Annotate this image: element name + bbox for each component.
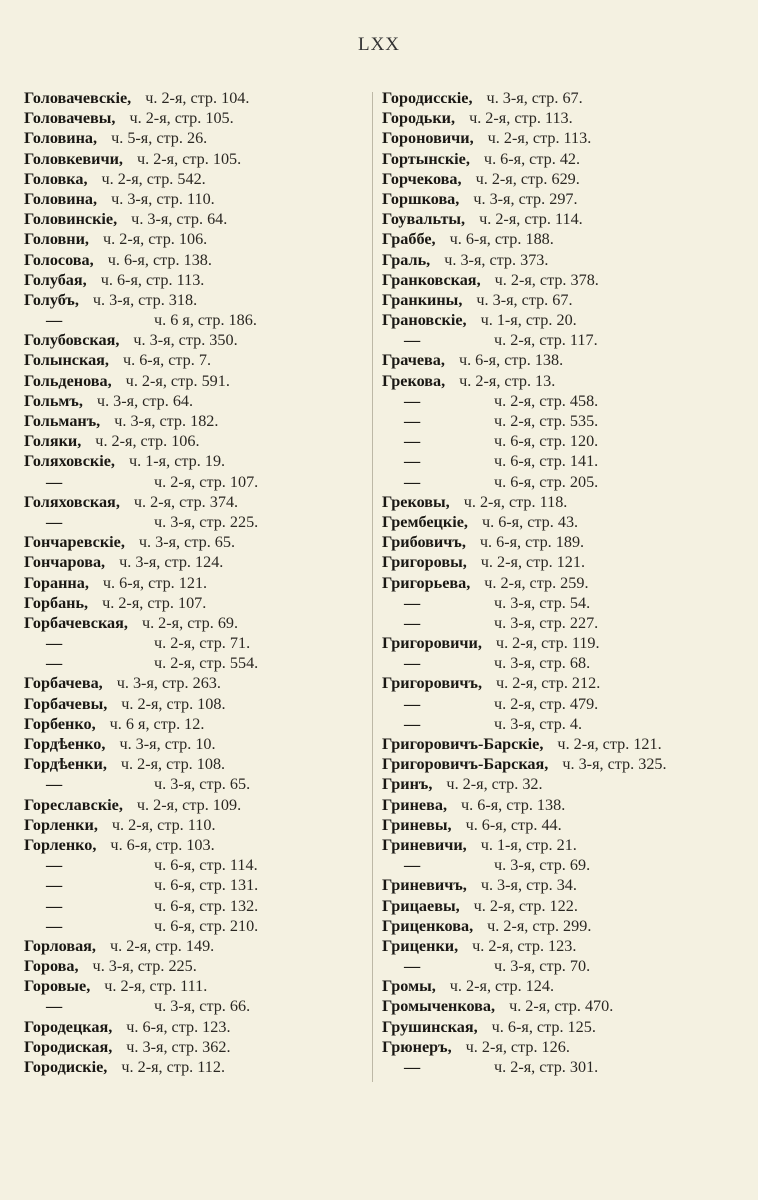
index-entry xyxy=(24,411,364,431)
entry-name: Грушинская, xyxy=(382,1017,478,1036)
entry-reference: ч. 2-я, стр. 112. xyxy=(121,1058,225,1076)
entry-reference: ч. 2-я, стр. 121. xyxy=(557,735,662,753)
entry-name: Гриневы, xyxy=(382,815,452,834)
index-entry xyxy=(24,936,364,956)
index-entry xyxy=(24,815,364,835)
index-entry xyxy=(382,996,752,1016)
entry-name: Граббе, xyxy=(382,230,436,249)
entry-reference: ч. 3-я, стр. 124. xyxy=(119,553,224,572)
index-entry xyxy=(24,855,364,875)
entry-name: Гриневичъ, xyxy=(382,876,467,895)
entry-reference: ч. 2-я, стр. 109. xyxy=(136,795,242,814)
index-entry xyxy=(24,552,364,572)
index-entry xyxy=(382,128,752,148)
entry-name: Голосова, xyxy=(24,250,94,269)
index-entry xyxy=(24,795,364,815)
index-entry xyxy=(382,371,752,391)
index-entry xyxy=(24,573,364,593)
entry-reference: ч. 3-я, стр. 67. xyxy=(476,290,573,309)
index-entry xyxy=(382,451,752,471)
entry-name: Грюнеръ, xyxy=(382,1037,452,1056)
entry-reference: ч. 3-я, стр. 34. xyxy=(480,876,577,895)
entry-reference: ч. 6-я, стр. 210. xyxy=(154,916,259,935)
entry-reference: ч. 1-я, стр. 20. xyxy=(480,311,577,330)
index-entry xyxy=(382,815,752,835)
entry-reference: ч. 6-я, стр. 121. xyxy=(102,573,208,592)
index-entry xyxy=(24,835,364,855)
entry-reference: ч. 2-я, стр. 629. xyxy=(475,169,580,188)
entry-name: Гортынскіе, xyxy=(382,149,470,168)
index-entry xyxy=(24,673,364,693)
entry-name: Гончарова, xyxy=(24,553,106,572)
entry-name: Григоровичъ-Барская, xyxy=(382,755,549,774)
ditto-dash: — xyxy=(404,957,421,976)
entry-reference: ч. 2-я, стр. 470. xyxy=(509,997,614,1016)
index-entry xyxy=(382,88,752,108)
entry-reference: ч. 2-я, стр. 299. xyxy=(487,916,592,935)
entry-reference: ч. 2-я, стр. 479. xyxy=(494,694,599,713)
entry-reference: ч. 2-я, стр. 113. xyxy=(469,109,573,128)
index-entry xyxy=(382,431,752,451)
index-entry xyxy=(382,673,752,693)
entry-name: Григорьева, xyxy=(382,573,471,592)
entry-reference: ч. 3-я, стр. 182. xyxy=(114,412,219,430)
entry-name: Грачева, xyxy=(382,351,445,370)
entry-reference: ч. 2-я, стр. 71. xyxy=(154,634,251,653)
ditto-dash: — xyxy=(404,432,421,451)
entry-reference: ч. 6 я, стр. 186. xyxy=(154,311,257,330)
entry-name: Гольмъ, xyxy=(24,391,83,410)
entry-reference: ч. 2-я, стр. 107. xyxy=(102,593,207,612)
index-entry xyxy=(382,835,752,855)
entry-name: Горбань, xyxy=(24,593,89,612)
index-entry xyxy=(382,1017,752,1037)
entry-reference: ч. 6-я, стр. 103. xyxy=(110,835,215,854)
column-divider xyxy=(372,92,373,1082)
index-entry xyxy=(24,391,364,411)
entry-reference: ч. 6-я, стр. 125. xyxy=(491,1017,596,1036)
entry-reference: ч. 3-я, стр. 318. xyxy=(92,290,198,309)
index-entry xyxy=(382,149,752,169)
entry-name: Грембецкіе, xyxy=(382,512,468,531)
index-entry xyxy=(382,189,752,209)
entry-name: Горова, xyxy=(24,957,79,976)
entry-name: Головни, xyxy=(24,230,89,249)
index-entry xyxy=(382,310,752,330)
index-entry xyxy=(24,371,364,391)
entry-name: Голубъ, xyxy=(24,290,79,309)
index-column-right xyxy=(382,88,752,1077)
index-entry xyxy=(24,310,364,330)
entry-reference: ч. 2-я, стр. 259. xyxy=(484,573,589,592)
index-entry xyxy=(382,330,752,350)
entry-reference: ч. 3-я, стр. 362. xyxy=(126,1037,231,1056)
entry-reference: ч. 3-я, стр. 10. xyxy=(119,735,216,753)
entry-reference: ч. 3-я, стр. 65. xyxy=(154,775,251,794)
entry-reference: ч. 6-я, стр. 189. xyxy=(479,533,585,552)
index-entry xyxy=(24,774,364,794)
index-entry xyxy=(382,653,752,673)
entry-name: Гриценкова, xyxy=(382,916,474,935)
entry-reference: ч. 3-я, стр. 350. xyxy=(133,331,238,350)
entry-name: Гольденова, xyxy=(24,371,112,390)
index-entry xyxy=(24,532,364,552)
entry-name: Голяки, xyxy=(24,432,82,451)
entry-name: Гринева, xyxy=(382,795,448,814)
index-entry xyxy=(382,391,752,411)
index-entry xyxy=(382,250,752,270)
entry-reference: ч. 3-я, стр. 225. xyxy=(154,512,259,531)
index-entry xyxy=(382,855,752,875)
entry-name: Грековы, xyxy=(382,492,450,511)
entry-name: Городиская, xyxy=(24,1037,113,1056)
entry-name: Грановскіе, xyxy=(382,311,467,330)
index-entry xyxy=(382,290,752,310)
page-number: LXX xyxy=(357,34,401,55)
index-entry xyxy=(24,896,364,916)
entry-reference: ч. 5-я, стр. 26. xyxy=(111,129,208,148)
entry-name: Григоровичъ, xyxy=(382,674,483,693)
entry-reference: ч. 2-я, стр. 118. xyxy=(463,492,568,511)
index-entry xyxy=(382,492,752,512)
index-entry xyxy=(382,552,752,572)
entry-name: Громы, xyxy=(382,977,436,996)
entry-reference: ч. 3-я, стр. 66. xyxy=(154,997,251,1016)
index-entry xyxy=(24,350,364,370)
entry-name: Граль, xyxy=(382,250,431,269)
entry-reference: ч. 6-я, стр. 138. xyxy=(107,250,212,269)
entry-reference: ч. 6-я, стр. 43. xyxy=(481,512,579,531)
entry-name: Головачевскіе, xyxy=(24,89,132,107)
entry-name: Горловая, xyxy=(24,936,96,955)
index-entry xyxy=(382,573,752,593)
entry-name: Горбачева, xyxy=(24,674,103,693)
index-entry xyxy=(382,613,752,633)
entry-name: Грекова, xyxy=(382,371,446,390)
entry-reference: ч. 6-я, стр. 7. xyxy=(122,351,212,370)
entry-reference: ч. 6-я, стр. 42. xyxy=(483,149,581,168)
entry-reference: ч. 6-я, стр. 120. xyxy=(494,432,599,451)
index-entry xyxy=(382,1037,752,1057)
entry-reference: ч. 2-я, стр. 113. xyxy=(487,129,592,148)
entry-name: Горбачевы, xyxy=(24,694,108,713)
entry-reference: ч. 2-я, стр. 114. xyxy=(479,210,583,229)
entry-reference: ч. 2-я, стр. 13. xyxy=(459,371,556,390)
index-entry xyxy=(382,350,752,370)
entry-reference: ч. 3-я, стр. 263. xyxy=(116,674,221,693)
index-entry xyxy=(24,976,364,996)
entry-name: Грибовичъ, xyxy=(382,533,466,552)
entry-reference: ч. 3-я, стр. 70. xyxy=(494,957,591,976)
entry-name: Горанна, xyxy=(24,573,89,592)
index-entry xyxy=(382,916,752,936)
index-entry xyxy=(24,209,364,229)
index-entry xyxy=(24,108,364,128)
entry-reference: ч. 2-я, стр. 105. xyxy=(136,149,242,168)
ditto-dash: — xyxy=(404,472,421,491)
index-entry xyxy=(24,956,364,976)
index-column-left xyxy=(24,88,364,1077)
entry-reference: ч. 3-я, стр. 227. xyxy=(494,613,599,632)
entry-reference: ч. 2-я, стр. 591. xyxy=(125,371,230,390)
entry-name: Головкевичи, xyxy=(24,149,123,168)
entry-reference: ч. 2-я, стр. 121. xyxy=(480,553,586,572)
ditto-dash: — xyxy=(404,654,421,673)
index-entry xyxy=(24,613,364,633)
index-entry xyxy=(24,996,364,1016)
ditto-dash: — xyxy=(46,654,63,673)
ditto-dash: — xyxy=(46,916,63,935)
entry-reference: ч. 6-я, стр. 123. xyxy=(126,1017,231,1036)
entry-reference: ч. 6-я, стр. 205. xyxy=(494,472,599,491)
entry-name: Грицаевы, xyxy=(382,896,460,915)
entry-name: Головина, xyxy=(24,189,98,208)
entry-reference: ч. 2-я, стр. 554. xyxy=(154,654,259,673)
entry-name: Гольманъ, xyxy=(24,412,101,430)
entry-name: Гринъ, xyxy=(382,775,433,794)
index-entry xyxy=(24,330,364,350)
entry-reference: ч. 1-я, стр. 19. xyxy=(128,452,226,471)
entry-name: Гоувальты, xyxy=(382,210,466,229)
entry-reference: ч. 3-я, стр. 68. xyxy=(494,654,591,673)
entry-name: Городискіе, xyxy=(24,1058,108,1076)
index-entry xyxy=(24,229,364,249)
entry-reference: ч. 3-я, стр. 110. xyxy=(111,189,215,208)
entry-reference: ч. 2-я, стр. 149. xyxy=(109,936,215,955)
ditto-dash: — xyxy=(46,876,63,895)
entry-reference: ч. 2-я, стр. 542. xyxy=(101,169,206,188)
entry-reference: ч. 2-я, стр. 126. xyxy=(465,1037,570,1056)
entry-reference: ч. 2-я, стр. 110. xyxy=(111,815,216,834)
index-entry xyxy=(382,209,752,229)
index-entry xyxy=(24,916,364,936)
entry-reference: ч. 6-я, стр. 132. xyxy=(154,896,259,915)
index-entry xyxy=(382,1057,752,1077)
index-entry xyxy=(382,411,752,431)
entry-reference: ч. 2-я, стр. 212. xyxy=(496,674,601,693)
index-entry xyxy=(24,492,364,512)
entry-reference: ч. 2-я, стр. 107. xyxy=(154,472,259,491)
entry-name: Горшкова, xyxy=(382,189,460,208)
index-entry xyxy=(382,512,752,532)
entry-name: Григоровичъ-Барскіе, xyxy=(382,735,544,753)
index-entry xyxy=(382,875,752,895)
index-entry xyxy=(382,593,752,613)
ditto-dash: — xyxy=(46,997,63,1016)
index-entry xyxy=(24,270,364,290)
entry-name: Громыченкова, xyxy=(382,997,496,1016)
entry-reference: ч. 2-я, стр. 374. xyxy=(133,492,239,511)
index-entry xyxy=(24,149,364,169)
entry-name: Гореславскіе, xyxy=(24,795,123,814)
entry-name: Гордѣенко, xyxy=(24,735,106,753)
index-entry xyxy=(24,653,364,673)
index-entry xyxy=(24,431,364,451)
entry-name: Голяховская, xyxy=(24,492,120,511)
index-entry xyxy=(24,734,364,754)
ditto-dash: — xyxy=(404,714,421,733)
entry-name: Григоровичи, xyxy=(382,634,482,653)
ditto-dash: — xyxy=(404,412,421,430)
index-entry xyxy=(24,290,364,310)
entry-reference: ч. 2-я, стр. 111. xyxy=(104,977,208,996)
ditto-dash: — xyxy=(404,593,421,612)
ditto-dash: — xyxy=(46,775,63,794)
entry-reference: ч. 3-я, стр. 325. xyxy=(562,755,667,774)
entry-reference: ч. 3-я, стр. 297. xyxy=(473,189,578,208)
entry-name: Головинскіе, xyxy=(24,210,118,229)
entry-name: Гриневичи, xyxy=(382,835,467,854)
index-entry xyxy=(382,734,752,754)
index-entry xyxy=(382,956,752,976)
ditto-dash: — xyxy=(46,512,63,531)
index-entry xyxy=(382,896,752,916)
entry-reference: ч. 2-я, стр. 124. xyxy=(449,977,555,996)
entry-reference: ч. 3-я, стр. 69. xyxy=(494,856,591,875)
entry-name: Голынская, xyxy=(24,351,109,370)
entry-name: Гордѣенки, xyxy=(24,755,107,774)
entry-reference: ч. 2-я, стр. 535. xyxy=(494,412,599,430)
entry-name: Горленко, xyxy=(24,835,97,854)
ditto-dash: — xyxy=(404,452,421,471)
entry-reference: ч. 6-я, стр. 44. xyxy=(465,815,562,834)
entry-reference: ч. 6-я, стр. 188. xyxy=(449,230,554,249)
index-entry xyxy=(24,1057,364,1077)
entry-reference: ч. 3-я, стр. 65. xyxy=(138,533,236,552)
entry-reference: ч. 3-я, стр. 373. xyxy=(444,250,549,269)
index-entry xyxy=(24,472,364,492)
entry-name: Гранковская, xyxy=(382,270,481,289)
entry-reference: ч. 3-я, стр. 54. xyxy=(494,593,591,612)
ditto-dash: — xyxy=(46,856,63,875)
index-entry xyxy=(24,694,364,714)
ditto-dash: — xyxy=(404,613,421,632)
index-entry xyxy=(24,189,364,209)
entry-reference: ч. 2-я, стр. 119. xyxy=(495,634,600,653)
index-entry xyxy=(24,875,364,895)
index-entry xyxy=(24,512,364,532)
ditto-dash: — xyxy=(46,896,63,915)
entry-reference: ч. 3-я, стр. 64. xyxy=(96,391,194,410)
ditto-dash: — xyxy=(46,311,63,330)
index-entry xyxy=(382,229,752,249)
index-entry xyxy=(24,1017,364,1037)
entry-reference: ч. 2-я, стр. 301. xyxy=(494,1058,599,1076)
entry-name: Гранкины, xyxy=(382,290,463,309)
index-entry xyxy=(382,795,752,815)
index-entry xyxy=(24,633,364,653)
index-entry xyxy=(382,532,752,552)
entry-reference: ч. 6 я, стр. 12. xyxy=(109,714,205,733)
entry-reference: ч. 6-я, стр. 114. xyxy=(154,856,258,875)
entry-reference: ч. 6-я, стр. 138. xyxy=(458,351,564,370)
entry-reference: ч. 2-я, стр. 69. xyxy=(141,613,239,632)
index-entry xyxy=(24,714,364,734)
index-entry xyxy=(382,976,752,996)
ditto-dash: — xyxy=(404,391,421,410)
ditto-dash: — xyxy=(46,634,63,653)
entry-name: Горчекова, xyxy=(382,169,462,188)
ditto-dash: — xyxy=(404,856,421,875)
entry-name: Головка, xyxy=(24,169,88,188)
index-entry xyxy=(382,714,752,734)
entry-reference: ч. 6-я, стр. 113. xyxy=(100,270,205,289)
entry-reference: ч. 6-я, стр. 131. xyxy=(154,876,259,895)
entry-name: Гриценки, xyxy=(382,936,459,955)
index-entry xyxy=(382,169,752,189)
entry-reference: ч. 2-я, стр. 122. xyxy=(473,896,578,915)
index-entry xyxy=(382,774,752,794)
entry-reference: ч. 3-я, стр. 67. xyxy=(486,89,583,107)
entry-name: Голяховскіе, xyxy=(24,452,115,471)
index-entry xyxy=(382,633,752,653)
index-entry xyxy=(24,169,364,189)
entry-name: Городецкая, xyxy=(24,1017,113,1036)
entry-name: Горбенко, xyxy=(24,714,96,733)
entry-reference: ч. 3-я, стр. 225. xyxy=(92,957,197,976)
ditto-dash: — xyxy=(404,1058,421,1076)
entry-reference: ч. 2-я, стр. 123. xyxy=(472,936,577,955)
entry-name: Головачевы, xyxy=(24,109,116,128)
entry-name: Горовые, xyxy=(24,977,91,996)
entry-name: Горбачевская, xyxy=(24,613,128,632)
entry-reference: ч. 2-я, стр. 106. xyxy=(102,230,208,249)
index-entry xyxy=(24,593,364,613)
index-entry xyxy=(24,451,364,471)
ditto-dash: — xyxy=(46,472,63,491)
entry-reference: ч. 2-я, стр. 105. xyxy=(129,109,234,128)
index-entry xyxy=(382,472,752,492)
ditto-dash: — xyxy=(404,331,421,350)
entry-reference: ч. 6-я, стр. 138. xyxy=(461,795,566,814)
index-entry xyxy=(24,128,364,148)
entry-name: Головина, xyxy=(24,129,98,148)
entry-reference: ч. 2-я, стр. 106. xyxy=(95,432,200,451)
entry-name: Городисскіе, xyxy=(382,89,473,107)
entry-name: Голубая, xyxy=(24,270,87,289)
index-entry xyxy=(382,754,752,774)
index-entry xyxy=(24,250,364,270)
entry-reference: ч. 2-я, стр. 32. xyxy=(446,775,543,794)
entry-reference: ч. 2-я, стр. 108. xyxy=(121,694,226,713)
ditto-dash: — xyxy=(404,694,421,713)
index-entry xyxy=(382,108,752,128)
entry-reference: ч. 2-я, стр. 117. xyxy=(494,331,598,350)
entry-reference: ч. 6-я, стр. 141. xyxy=(494,452,599,471)
index-entry xyxy=(24,1037,364,1057)
entry-reference: ч. 1-я, стр. 21. xyxy=(480,835,577,854)
entry-name: Голубовская, xyxy=(24,331,120,350)
entry-name: Горленки, xyxy=(24,815,98,834)
entry-name: Городьки, xyxy=(382,109,456,128)
entry-reference: ч. 2-я, стр. 108. xyxy=(120,755,226,774)
index-entry xyxy=(382,936,752,956)
index-entry xyxy=(24,88,364,108)
entry-reference: ч. 2-я, стр. 378. xyxy=(494,270,599,289)
index-entry xyxy=(24,754,364,774)
entry-reference: ч. 3-я, стр. 4. xyxy=(494,714,583,733)
entry-name: Григоровы, xyxy=(382,553,467,572)
entry-reference: ч. 2-я, стр. 458. xyxy=(494,391,599,410)
index-entry xyxy=(382,694,752,714)
index-entry xyxy=(382,270,752,290)
entry-reference: ч. 2-я, стр. 104. xyxy=(145,89,250,107)
entry-name: Гончаревскіе, xyxy=(24,533,125,552)
entry-reference: ч. 3-я, стр. 64. xyxy=(131,210,228,229)
entry-name: Гороновичи, xyxy=(382,129,474,148)
